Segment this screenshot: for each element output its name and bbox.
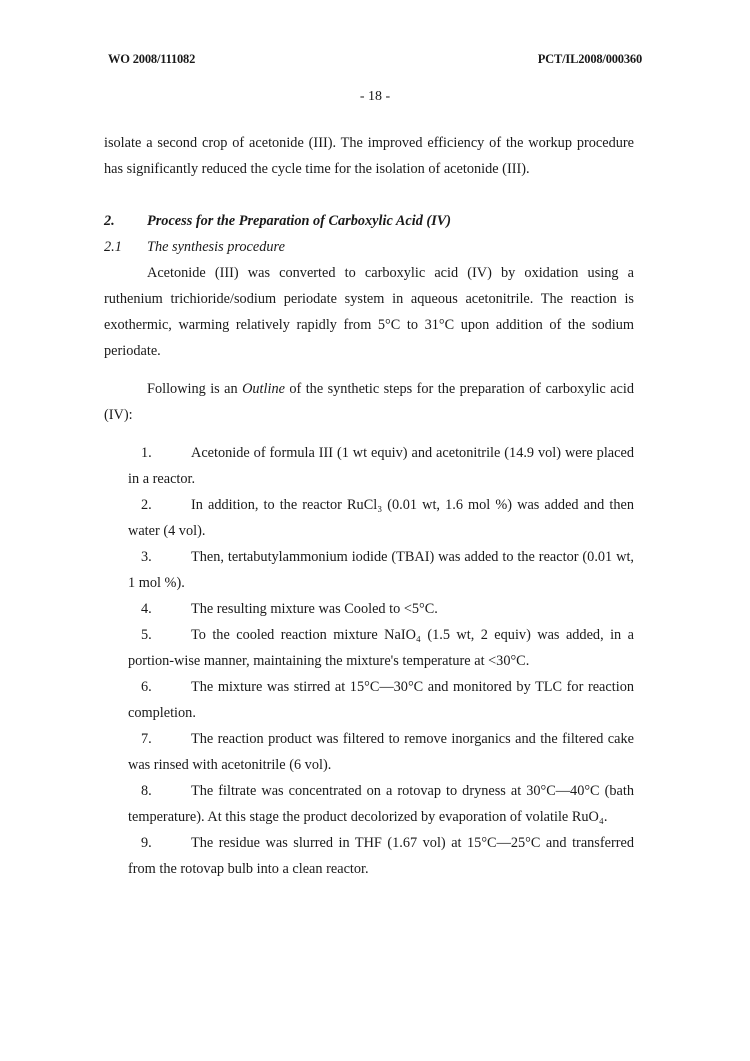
step-text: To the cooled reaction mixture NaIO₄ (1.5 wt, 2 equiv) was added, in a portion-wise manner, maintaining the mixture's temperature at <30°C. [128,627,634,669]
section-title: Process for the Preparation of Carboxylic Acid (IV) [147,213,452,229]
step-number: 1. [141,445,152,461]
step-text: The reaction product was filtered to remove inorganics and the filtered cake was rinsed with acetonitrile (6 vol). [128,731,634,773]
step-number: 4. [141,601,152,617]
paragraph-outline [104,376,634,428]
step-item [104,778,634,830]
section-heading [104,208,634,234]
step-text: Acetonide of formula III (1 wt equiv) and acetonitrile (14.9 vol) were placed in a reactor. [128,445,634,487]
step-number: 3. [141,549,152,565]
subsection-title: The synthesis procedure [147,239,285,255]
header-publication-number: WO 2008/111082 [108,52,196,66]
outline-before: Following is an [147,381,243,397]
page-number: - 18 - [359,89,391,104]
step-item [104,596,634,622]
step-item [104,440,634,492]
synthesis-steps-list [104,440,634,882]
step-number: 2. [141,497,152,513]
step-item [104,830,634,882]
outline-after: of the synthetic steps for the preparation of carboxylic acid (IV): [104,381,635,423]
subsection-number: 2.1 [104,239,122,255]
step-text: The resulting mixture was Cooled to <5°C. [191,601,438,617]
step-item [104,622,634,674]
step-text: Then, tertabutylammonium iodide (TBAI) was added to the reactor (0.01 wt, 1 mol %). [128,549,634,591]
step-number: 8. [141,783,152,799]
intro-paragraph: isolate a second crop of acetonide (III). The improved efficiency of the workup procedure has significantly reduced the cycle time for the isolation of acetonide (III). [104,135,634,177]
step-item [104,492,634,544]
document-body [104,130,634,882]
step-number: 7. [141,731,152,747]
step-text: The residue was slurred in THF (1.67 vol) at 15°C—25°C and transferred from the rotovap bulb into a clean reactor. [128,835,634,877]
subsection-heading [104,234,634,260]
paragraph-oxidation: Acetonide (III) was converted to carboxylic acid (IV) by oxidation using a ruthenium trichioride/sodium periodate system in aqueous acetonitrile. The reaction is exothermic, warming relatively rapidly from 5°C to 31°C upon addition of the sodium periodate. [104,265,634,359]
step-text: The mixture was stirred at 15°C—30°C and monitored by TLC for reaction completion. [128,679,634,721]
step-item [104,726,634,778]
step-item [104,544,634,596]
step-number: 5. [141,627,152,643]
outline-emphasis: Outline [242,381,285,397]
section-number: 2. [104,213,115,229]
step-item [104,674,634,726]
step-number: 9. [141,835,152,851]
step-text: The filtrate was concentrated on a rotovap to dryness at 30°C—40°C (bath temperature). At this stage the product decolorized by evaporation of volatile RuO₄. [128,783,634,825]
step-number: 6. [141,679,152,695]
step-text: In addition, to the reactor RuCl₃ (0.01 wt, 1.6 mol %) was added and then water (4 vol). [128,497,634,539]
header-application-number: PCT/IL2008/000360 [537,52,642,66]
